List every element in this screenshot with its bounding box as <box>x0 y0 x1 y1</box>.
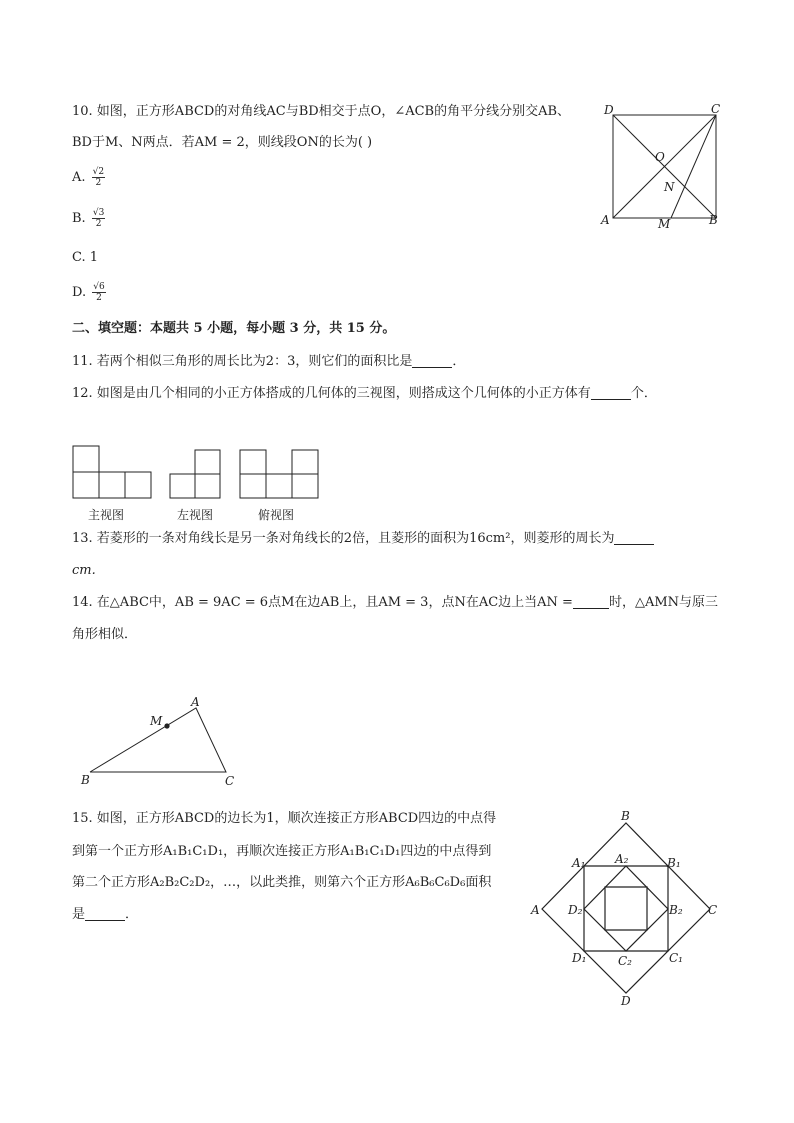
q10-option-c[interactable]: C. 1 <box>72 250 99 265</box>
q15-answer-blank[interactable] <box>85 907 125 921</box>
label-d1: D₁ <box>572 951 587 965</box>
q14: 14. 在△ABC中，AB = 9AC = 6点M在边AB上，且AM = 3，点N在AC边上当AN = 时，△AMN与原三 <box>72 595 719 610</box>
q10-option-d[interactable] <box>72 282 106 303</box>
q10-line1: 10. 如图，正方形ABCD的对角线AC与BD相交于点O，∠ACB的角平分线分别交AB、 <box>72 104 571 119</box>
label-c: C <box>225 774 235 788</box>
q12-answer-blank[interactable] <box>591 386 631 400</box>
q13-text: 13. 若菱形的一条对角线长是另一条对角线长的2倍，且菱形的面积为16cm²，则菱形的周长为 <box>72 531 615 546</box>
label-b: B <box>621 810 630 823</box>
label-a: A <box>191 695 200 709</box>
view-label-front: 主视图 <box>88 508 125 522</box>
option-a-label: A. <box>72 170 86 185</box>
q11-answer-blank[interactable] <box>412 354 452 368</box>
option-b-label: B. <box>72 211 86 226</box>
q10-square-figure <box>598 100 728 230</box>
q10-option-a[interactable] <box>72 167 105 188</box>
q13-unit: cm. <box>72 563 96 578</box>
nested-squares-figure <box>528 810 728 1010</box>
triangle-figure <box>76 694 246 792</box>
q15-line3: 第二个正方形A₂B₂C₂D₂，…，以此类推，则第六个正方形A₆B₆C₆D₆面积 <box>72 875 492 890</box>
q14-text: 14. 在△ABC中，AB = 9AC = 6点M在边AB上，且AM = 3，点N在AC边上当AN = <box>72 595 573 610</box>
q14-line2: 角形相似． <box>72 627 138 642</box>
label-o: O <box>655 150 665 164</box>
label-b1: B₁ <box>667 856 681 870</box>
label-b: B <box>81 773 90 787</box>
label-a2: A₂ <box>615 852 629 866</box>
section-heading: 二、填空题：本题共 5 小题，每小题 3 分，共 15 分。 <box>72 321 396 336</box>
q11: 11. 若两个相似三角形的周长比为2：3，则它们的面积比是 ． <box>72 354 466 369</box>
q15-line2: 到第一个正方形A₁B₁C₁D₁，再顺次连接正方形A₁B₁C₁D₁四边的中点得到 <box>72 844 492 859</box>
q12: 12. 如图是由几个相同的小正方体搭成的几何体的三视图，则搭成这个几何体的小正方体有 个． <box>72 386 657 401</box>
label-a: A <box>601 213 610 227</box>
option-a-fraction: $\frac{√2}{2}$ <box>92 167 105 188</box>
q13 <box>72 530 654 548</box>
option-d-fraction: $\frac{√6}{2}$ <box>93 282 105 303</box>
q12-text: 12. 如图是由几个相同的小正方体搭成的几何体的三视图，则搭成这个几何体的小正方体有 <box>72 386 591 401</box>
q15-line4: 是 ． <box>72 907 139 922</box>
label-b: B <box>709 213 718 227</box>
label-a: A <box>531 903 540 917</box>
q13-answer-blank[interactable] <box>614 531 654 545</box>
label-c: C <box>711 102 721 116</box>
label-m: M <box>150 714 163 728</box>
q10-option-b[interactable] <box>72 208 105 229</box>
q11-text: 11. 若两个相似三角形的周长比为2：3，则它们的面积比是 <box>72 354 413 369</box>
option-d-label: D. <box>72 285 87 300</box>
label-c2: C₂ <box>618 954 632 968</box>
label-b2: B₂ <box>669 903 683 917</box>
label-m: M <box>658 217 671 230</box>
label-d2: D₂ <box>568 903 583 917</box>
view-label-top: 俯视图 <box>258 508 295 522</box>
option-b-fraction: $\frac{√3}{2}$ <box>92 208 105 229</box>
label-c: C <box>708 903 718 917</box>
q10-line2: BD于M、N两点．若AM = 2，则线段ON的长为( ) <box>72 135 373 150</box>
q14-answer-blank[interactable] <box>573 595 609 609</box>
label-a1: A₁ <box>572 856 586 870</box>
three-views-figure <box>70 440 330 504</box>
q15-line1: 15. 如图，正方形ABCD的边长为1，顺次连接正方形ABCD四边的中点得 <box>72 811 497 826</box>
point-m <box>164 723 169 728</box>
view-label-left: 左视图 <box>177 508 214 522</box>
label-c1: C₁ <box>669 951 683 965</box>
label-d: D <box>621 994 631 1008</box>
label-d: D <box>604 103 614 117</box>
label-n: N <box>664 180 675 194</box>
